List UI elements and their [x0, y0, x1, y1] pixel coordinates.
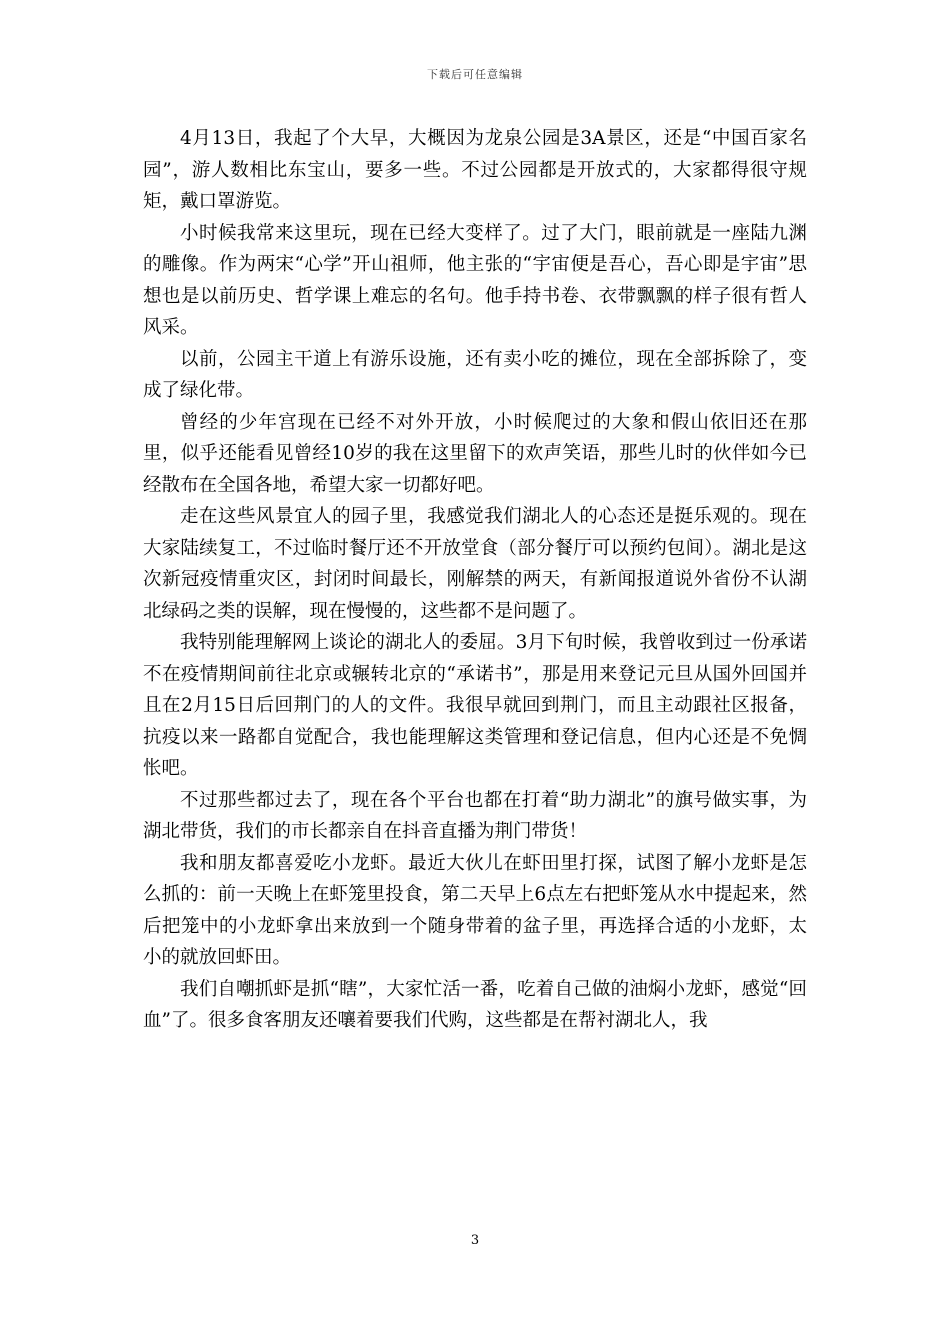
- paragraph-6: 我特别能理解网上谈论的湖北人的委屈。3月下旬时候，我曾收到过一份承诺不在疫情期间前往北京或辗转北京的“承诺书”，那是用来登记元旦从国外回国并且在2月15日后回荆门的人的文件。我很早就回到荆门，而且主动跟社区报备，抗疫以来一路都自觉配合，我也能理解这类管理和登记信息，但内心还是不免惆怅吧。: [143, 632, 807, 779]
- paragraph-1: 4月13日，我起了个大早，大概因为龙泉公园是3A景区，还是“中国百家名园”，游人数相比东宝山，要多一些。不过公园都是开放式的，大家都得很守规矩，戴口罩游览。: [143, 128, 807, 212]
- page-number: 3: [470, 1233, 480, 1248]
- paragraph-3: 以前，公园主干道上有游乐设施，还有卖小吃的摊位，现在全部拆除了，变成了绿化带。: [143, 348, 807, 401]
- paragraph-4: 曾经的少年宫现在已经不对外开放，小时候爬过的大象和假山依旧还在那里，似乎还能看见曾经10岁的我在这里留下的欢声笑语，那些儿时的伙伴如今已经散布在全国各地，希望大家一切都好吧。: [143, 411, 807, 496]
- page-header: 下载后可任意编辑: [427, 68, 523, 81]
- paragraph-7: 不过那些都过去了，现在各个平台也都在打着“助力湖北”的旗号做实事，为湖北带货，我们的市长都亲自在抖音直播为荆门带货！: [143, 789, 807, 842]
- paragraph-2: 小时候我常来这里玩，现在已经大变样了。过了大门，眼前就是一座陆九渊的雕像。作为两宋“心学”开山祖师，他主张的“宇宙便是吾心，吾心即是宇宙”思想也是以前历史、哲学课上难忘的名句。他手持书卷、衣带飘飘的样子很有哲人风采。: [143, 222, 807, 338]
- paragraph-8: 我和朋友都喜爱吃小龙虾。最近大伙儿在虾田里打探，试图了解小龙虾是怎么抓的：前一天晚上在虾笼里投食，第二天早上6点左右把虾笼从水中提起来，然后把笼中的小龙虾拿出来放到一个随身带着的盆子里，再选择合适的小龙虾，太小的就放回虾田。: [143, 852, 807, 968]
- paragraph-5: 走在这些风景宜人的园子里，我感觉我们湖北人的心态还是挺乐观的。现在大家陆续复工，不过临时餐厅还不开放堂食（部分餐厅可以预约包间）。湖北是这次新冠疫情重灾区，封闭时间最长，刚解禁的两天，有新闻报道说外省份不认湖北绿码之类的误解，现在慢慢的，这些都不是问题了。: [143, 506, 807, 622]
- document-body: [143, 123, 807, 1037]
- paragraph-9: 我们自嘲抓虾是抓“瞎”，大家忙活一番，吃着自己做的油焖小龙虾，感觉“回血”了。很多食客朋友还嚷着要我们代购，这些都是在帮衬湖北人，我: [143, 978, 807, 1031]
